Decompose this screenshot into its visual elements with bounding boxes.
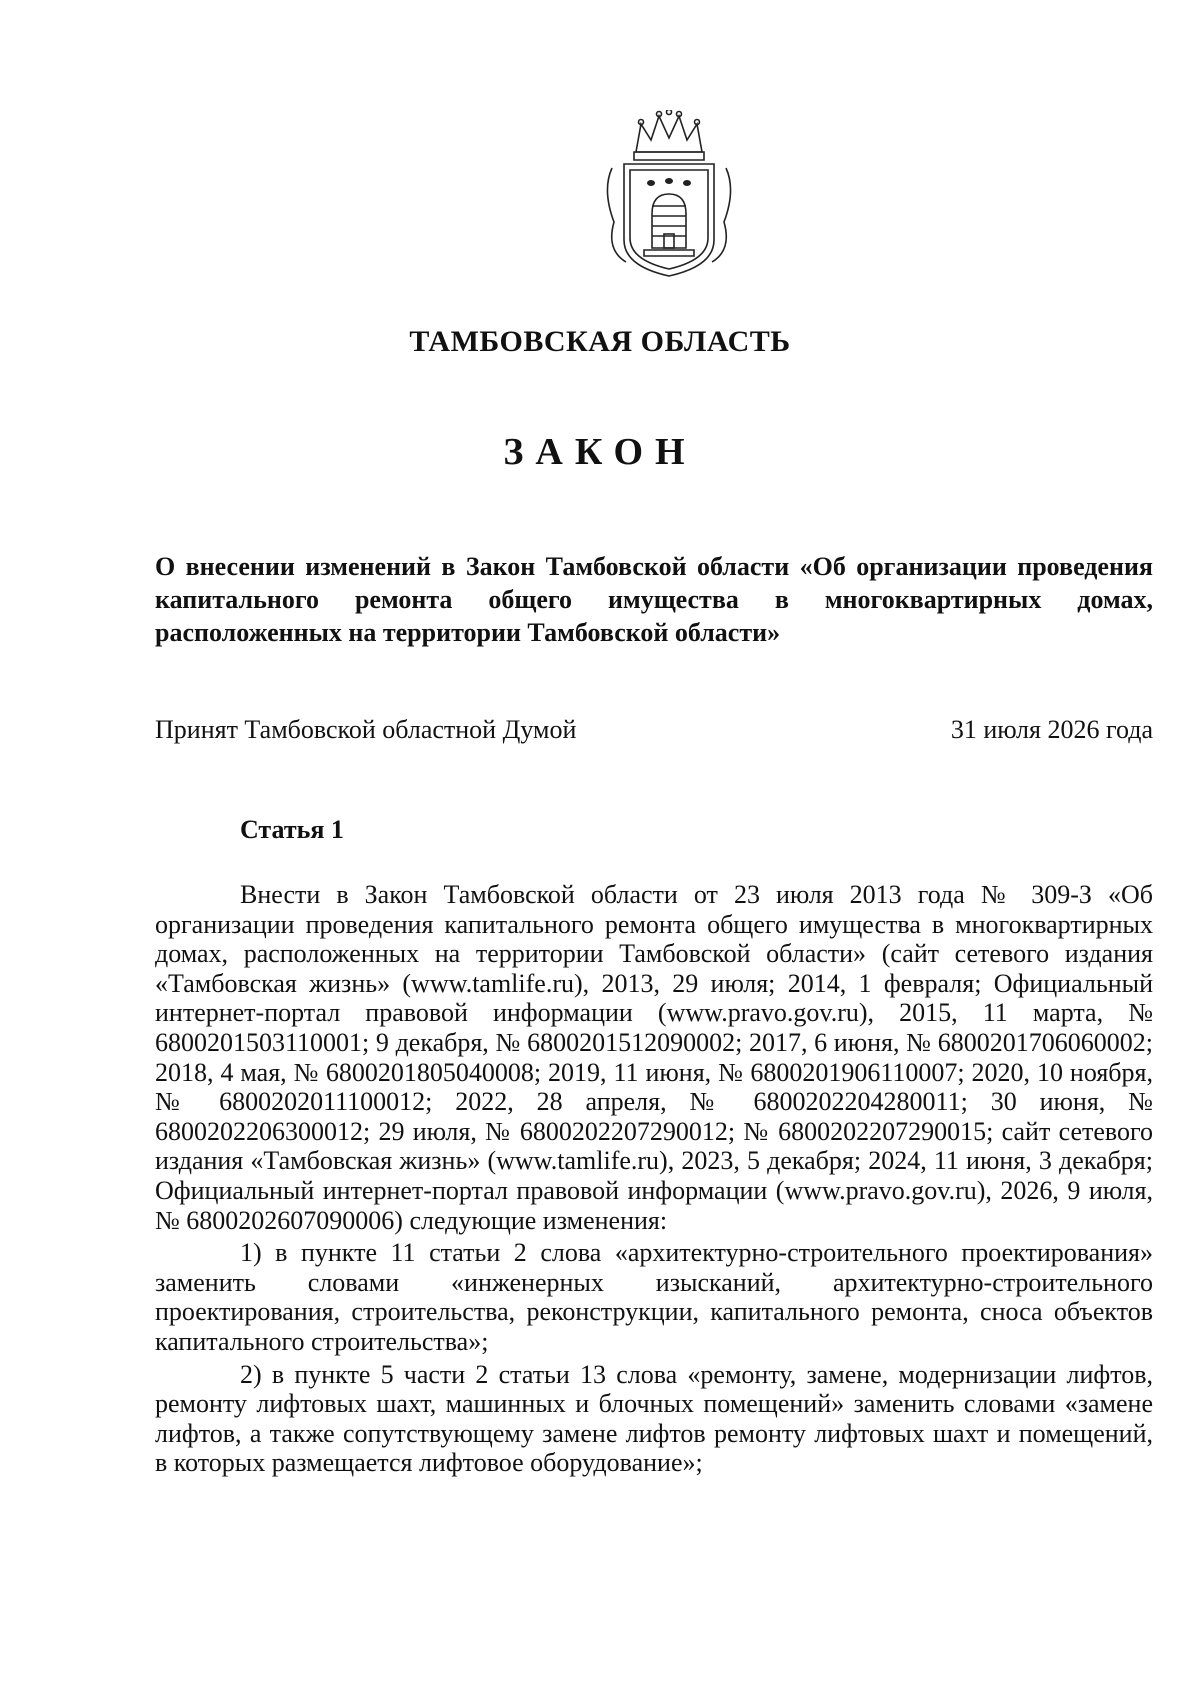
adopting-body: Принят Тамбовской областной Думой — [155, 715, 577, 744]
region-name: ТАМБОВСКАЯ ОБЛАСТЬ — [409, 325, 791, 358]
tambov-coat-of-arms-icon — [596, 110, 742, 280]
article-paragraph: 2) в пункте 5 части 2 статьи 13 слова «ремонту, замене, модернизации лифтов, ремонту лифтовых шахт, машинных и блочных помещений» заменить словами «замене лифтов, а также сопутствующему замене лифтов ремонту лифтовых шахт и помещений, в которых размещается лифтовое оборудование»; — [155, 1359, 1153, 1478]
article-heading: Статья 1 — [240, 815, 344, 844]
article-paragraph: 1) в пункте 11 статьи 2 слова «архитектурно-строительного проектирования» заменить словами «инженерных изысканий, архитектурно-строительного проектирования, строительства, реконструкции, капитального ремонта, сноса объектов капитального строительства»; — [155, 1238, 1153, 1356]
article-paragraph: Внести в Закон Тамбовской области от 23 июля 2013 года № 309-З «Об организации проведения капитального ремонта общего имущества в многоквартирных домах, расположенных на территории Тамбовской области» (сайт сетевого издания «Тамбовская жизнь» (www.tamlife.ru), 2013, 29 июля; 2014, 1 февраля; Официальный интернет-портал правовой информации (www.pravo.gov.ru), 2015, 11 марта, № 6800201503110001; 9 декабря, № 6800201512090002; 2017, 6 июня, № 6800201706060002; 2018, 4 мая, № 6800201805040008; 2019, 11 июня, № 6800201906110007; 2020, 10 ноября, № 6800202011100012; 2022, 28 апреля, № 6800202204280011; 30 июня, № 6800202206300012; 29 июля, № 6800202207290012; № 6800202207290015; сайт сетевого издания «Тамбовская жизнь» (www.tamlife.ru), 2023, 5 декабря; 2024, 11 июня, 3 декабря; Официальный интернет-портал правовой информации (www.pravo.gov.ru), 2026, 9 июля, № 6800202607090006) следующие изменения: — [155, 880, 1153, 1235]
article-body — [155, 880, 1153, 1481]
document-type: ЗАКОН — [503, 431, 697, 473]
adoption-line — [155, 715, 1153, 745]
law-title: О внесении изменений в Закон Тамбовской области «Об организации проведения капитального ремонта общего имущества в многоквартирных домах, расположенных на территории Тамбовской области» — [155, 552, 1153, 647]
adoption-date: 31 июля 2026 года — [950, 715, 1153, 744]
